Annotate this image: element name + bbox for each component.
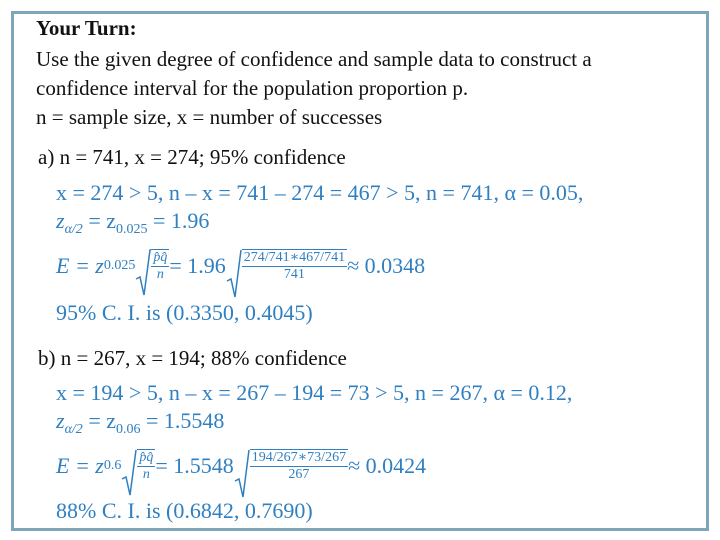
sqrt-small-b: $\frac{p̂q̂}{n}$ [121, 449, 155, 483]
part-b-critical-value: $z_{\alpha/2} = z_{0.06} = 1.5548$ [56, 408, 225, 437]
intro-line-3: n = sample size, x = number of successes [36, 105, 383, 129]
sqrt-small-a: $\frac{p̂q̂}{n}$ [135, 249, 169, 283]
part-b-conditions: x = 194 > 5, n – x = 267 – 194 = 73 > 5, n = 267, α = 0.12, [56, 380, 573, 405]
intro-line-1: Use the given degree of confidence and sample data to construct a [36, 47, 592, 71]
part-b-confidence-interval: 88% C. I. is (0.6842, 0.7690) [56, 498, 313, 523]
sqrt-large-a: $\frac{274/741∗467/741}{741}$ [226, 249, 347, 283]
part-a-prompt: a) n = 741, x = 274; 95% confidence [38, 145, 346, 169]
intro-line-2: confidence interval for the population proportion p. [36, 76, 469, 100]
heading: Your Turn: [36, 16, 137, 40]
part-a-conditions: x = 274 > 5, n – x = 741 – 274 = 467 > 5, n = 741, α = 0.05, [56, 180, 584, 205]
part-b-prompt: b) n = 267, x = 194; 88% confidence [38, 346, 347, 370]
part-b-margin-of-error: E = z 0.6 $\frac{p̂q̂}{n}$ = 1.5548 $\frac{194/267∗73/267}{267}$ ≈ 0.0424 [56, 440, 426, 492]
part-a-confidence-interval: 95% C. I. is (0.3350, 0.4045) [56, 300, 313, 325]
part-a-margin-of-error: E = z 0.025 $\frac{p̂q̂}{n}$ = 1.96 $\frac{274/741∗467/741}{741}$ ≈ 0.0348 [56, 240, 425, 292]
sqrt-large-b: $\frac{194/267∗73/267}{267}$ [234, 449, 348, 483]
part-a-critical-value: $z_{\alpha/2} = z_{0.025} = 1.96$ [56, 208, 210, 237]
